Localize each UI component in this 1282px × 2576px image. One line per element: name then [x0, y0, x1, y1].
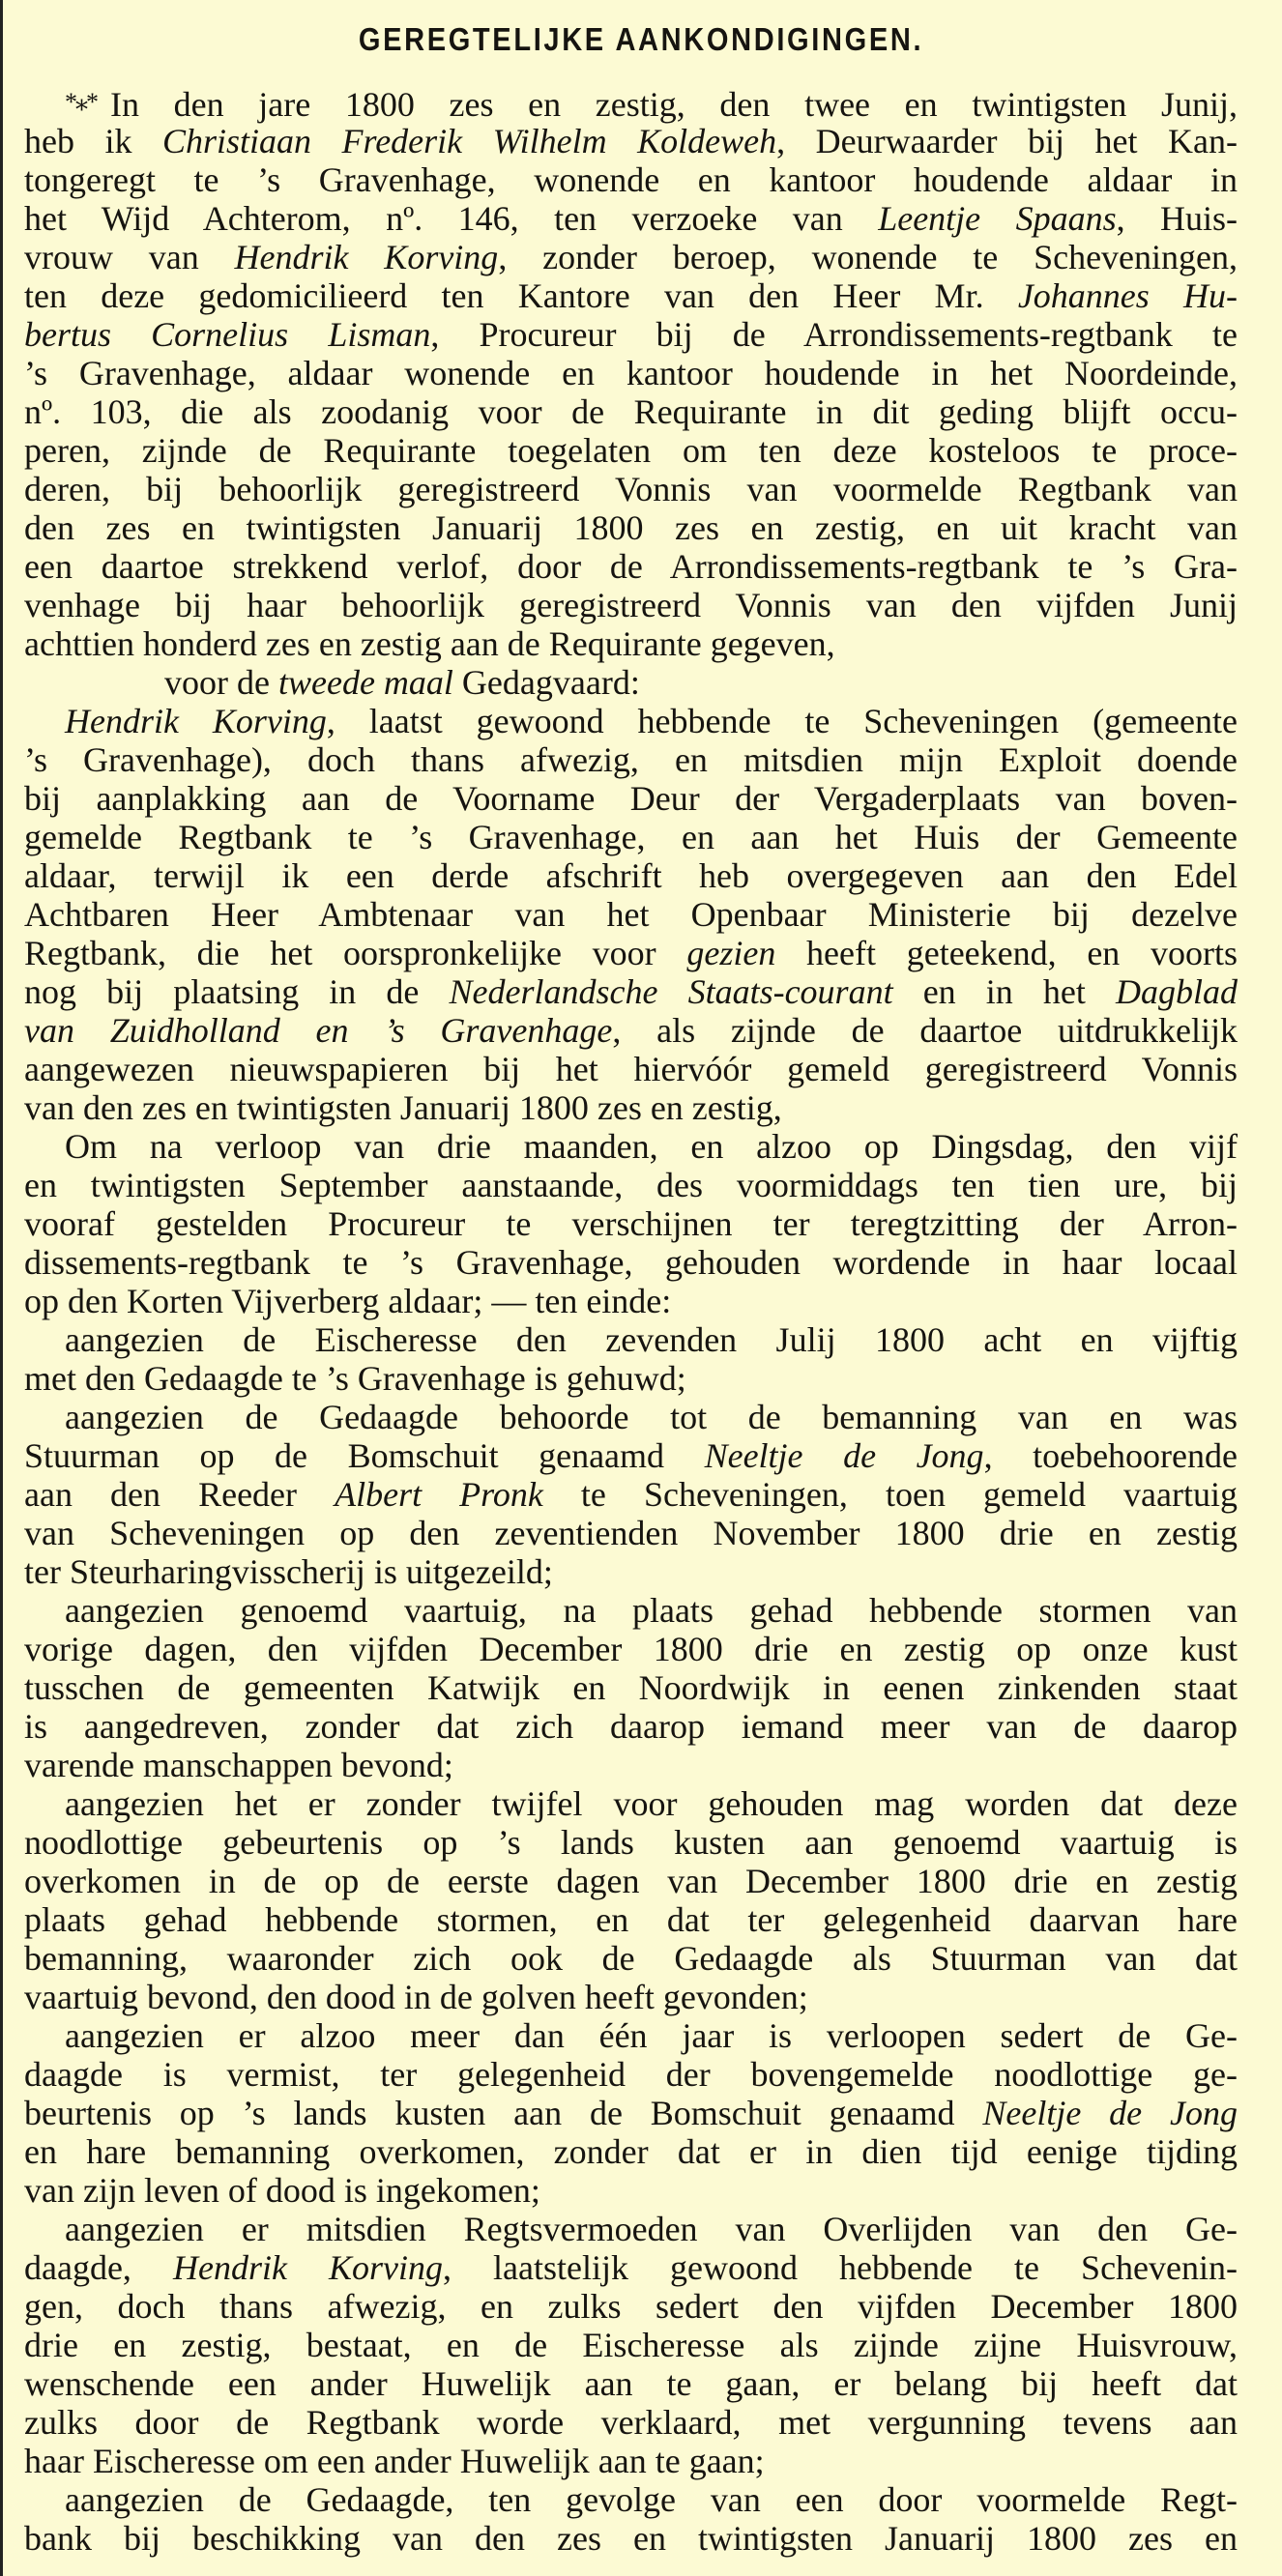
text-run: haar Eischeresse om een ander Huwelijk aan te gaan; [24, 2442, 765, 2480]
text-run: daagde is vermist, ter gelegenheid der bovengemelde noodlottige ge- [24, 2055, 1238, 2094]
text-run: heb ik [24, 122, 162, 160]
text-line [24, 2055, 1238, 2094]
text-run: en in het [892, 972, 1116, 1011]
text-line [24, 1668, 1238, 1707]
italic-name: gezien [686, 934, 776, 972]
section-heading: GEREGTELIJKE AANKONDIGINGEN. [358, 21, 924, 57]
text-run: te Scheveningen, toen gemeld vaartuig [542, 1475, 1238, 1514]
text-line [24, 1243, 1238, 1282]
paragraph [24, 702, 1238, 1127]
text-run: gen, doch thans afwezig, en zulks sedert den vijfden December 1800 [24, 2287, 1238, 2326]
text-line [24, 2326, 1238, 2364]
text-run: drie en zestig, bestaat, en de Eischeresse als zijnde zijne Huisvrouw, [24, 2326, 1238, 2364]
text-run: overkomen in de op de eerste dagen van December 1800 drie en zestig [24, 1862, 1238, 1900]
text-line [24, 2171, 1238, 2210]
text-line [24, 779, 1238, 818]
text-line [24, 199, 1238, 238]
text-run: tusschen de gemeenten Katwijk en Noordwijk in eenen zinkenden staat [24, 1668, 1238, 1707]
text-run: met den Gedaagde te ’s Gravenhage is gehuwd; [24, 1359, 686, 1398]
text-line [24, 702, 1238, 740]
paragraph [24, 1398, 1238, 1591]
text-line [24, 1088, 1238, 1127]
italic-name: tweede maal [277, 663, 453, 702]
text-run: varende manschappen bevond; [24, 1746, 453, 1784]
text-line [24, 2442, 1238, 2480]
text-line [24, 1127, 1238, 1166]
text-run: bank bij beschikking van den zes en twintigsten Januarij 1800 zes en [24, 2519, 1238, 2558]
text-run: Regtbank, die het oorspronkelijke voor [24, 934, 687, 972]
text-run: , laatst gewoond hebbende te Scheveningen (gemeente [326, 702, 1238, 740]
text-run: nº. 103, die als zoodanig voor de Requirante in dit geding blijft occu- [24, 392, 1238, 431]
paragraph [24, 2210, 1238, 2480]
paragraph [24, 663, 1238, 702]
italic-name: Hendrik Korving [172, 2248, 443, 2287]
text-line [24, 895, 1238, 934]
text-run: ’s Gravenhage), doch thans afwezig, en mitsdien mijn Exploit doende [24, 740, 1238, 779]
text-run: daagde, [24, 2248, 173, 2287]
text-line [24, 1746, 1238, 1784]
text-run: , Deurwaarder bij het Kan- [776, 122, 1238, 160]
paragraph [24, 83, 1238, 663]
text-run: aangezien er alzoo meer dan één jaar is verloopen sedert de Ge- [65, 2016, 1238, 2055]
text-run: bemanning, waaronder zich ook de Gedaagde als Stuurman van dat [24, 1939, 1238, 1978]
text-run: aangezien genoemd vaartuig, na plaats gehad hebbende stormen van [65, 1591, 1238, 1630]
text-run: van zijn leven of dood is ingekomen; [24, 2171, 540, 2210]
text-line [24, 2094, 1238, 2132]
text-line [24, 2403, 1238, 2442]
text-run: bij aanplakking aan de Voorname Deur der Vergaderplaats van boven- [24, 779, 1238, 818]
text-run: ’s Gravenhage, aldaar wonende en kantoor houdende in het Noordeinde, [24, 354, 1238, 392]
text-line [24, 392, 1238, 431]
italic-name: Neeltje de Jong [704, 1436, 984, 1475]
text-run: , zonder beroep, wonende te Scheveningen, [498, 238, 1238, 276]
text-run: op den Korten Vijverberg aldaar; — ten einde: [24, 1282, 672, 1320]
text-run: vaartuig bevond, den dood in de golven heeft gevonden; [24, 1978, 808, 2016]
text-run: , toebehoorende [983, 1436, 1238, 1475]
text-run: , Procureur bij de Arrondissements-regtbank te [430, 315, 1238, 354]
text-line [24, 2480, 1238, 2519]
text-run: , als zijnde de daartoe uitdrukkelijk [612, 1011, 1238, 1050]
text-line [24, 1552, 1238, 1591]
italic-name: Albert Pronk [335, 1475, 543, 1514]
text-run: ten deze gedomicilieerd ten Kantore van den Heer Mr. [24, 276, 1018, 315]
text-run: van den zes en twintigsten Januarij 1800 zes en zestig, [24, 1088, 782, 1127]
text-line [24, 818, 1238, 856]
text-line [24, 1591, 1238, 1630]
text-line [24, 1011, 1238, 1050]
text-run: dissements-regtbank te ’s Gravenhage, gehouden wordende in haar locaal [24, 1243, 1238, 1282]
text-line [24, 856, 1238, 895]
text-line [24, 586, 1238, 624]
text-run: aangezien het er zonder twijfel voor gehouden mag worden dat deze [65, 1784, 1238, 1823]
text-run: Achtbaren Heer Ambtenaar van het Openbaar Ministerie bij dezelve [24, 895, 1238, 934]
text-line [24, 160, 1238, 199]
text-line [24, 431, 1238, 470]
announcement-body [24, 83, 1238, 2558]
text-line [24, 2132, 1238, 2171]
paragraph [24, 2016, 1238, 2210]
column-rule [0, 0, 3, 2576]
text-line [24, 1166, 1238, 1204]
text-run: wenschende een ander Huwelijk aan te gaan, er belang bij heeft dat [24, 2364, 1238, 2403]
text-line [24, 1939, 1238, 1978]
text-run: een daartoe strekkend verlof, door de Arrondissements-regtbank te ’s Gra- [24, 547, 1238, 586]
text-line [24, 315, 1238, 354]
paragraph [24, 1127, 1238, 1320]
text-line [24, 1862, 1238, 1900]
text-line [24, 1398, 1238, 1436]
text-run: Om na verloop van drie maanden, en alzoo op Dingsdag, den vijf [65, 1127, 1238, 1166]
text-run: gemelde Regtbank te ’s Gravenhage, en aan het Huis der Gemeente [24, 818, 1238, 856]
text-line [24, 1900, 1238, 1939]
paragraph [24, 1784, 1238, 2016]
text-line [24, 276, 1238, 315]
text-run: voor de [164, 663, 278, 702]
text-run: en twintigsten September aanstaande, des voormiddags ten tien ure, bij [24, 1166, 1238, 1204]
text-run: vorige dagen, den vijfden December 1800 drie en zestig op onze kust [24, 1630, 1238, 1668]
text-run: , Huis- [1116, 199, 1238, 238]
paragraph [24, 2480, 1238, 2558]
text-run: venhage bij haar behoorlijk geregistreerd Vonnis van den vijfden Junij [24, 586, 1238, 624]
paragraph [24, 1591, 1238, 1784]
text-run: deren, bij behoorlijk geregistreerd Vonnis van voormelde Regtbank van [24, 470, 1238, 508]
text-run: peren, zijnde de Requirante toegelaten om ten deze kosteloos te proce- [24, 431, 1238, 470]
text-line [24, 2364, 1238, 2403]
text-run: aangewezen nieuwspapieren bij het hiervóór gemeld geregistreerd Vonnis [24, 1050, 1238, 1088]
text-run: tongeregt te ’s Gravenhage, wonende en kantoor houdende aldaar in [24, 160, 1238, 199]
text-line [24, 972, 1238, 1011]
text-run: aangezien de Eischeresse den zevenden Julij 1800 acht en vijftig [65, 1320, 1238, 1359]
text-line [24, 2210, 1238, 2248]
text-run: Stuurman op de Bomschuit genaamd [24, 1436, 705, 1475]
text-run: het Wijd Achterom, nº. 146, ten verzoeke van [24, 199, 879, 238]
text-line [24, 1282, 1238, 1320]
text-line [24, 663, 1238, 702]
text-line [24, 83, 1238, 122]
text-run: is aangedreven, zonder dat zich daarop iemand meer van de daarop [24, 1707, 1238, 1746]
text-line [24, 1823, 1238, 1862]
italic-name: bertus Cornelius Lisman [24, 315, 431, 354]
italic-name: Leentje Spaans [878, 199, 1117, 238]
text-line [24, 1784, 1238, 1823]
text-line [24, 1707, 1238, 1746]
text-line [24, 238, 1238, 276]
text-run: In den jare 1800 zes en zestig, den twee en twintigsten Junij, [110, 85, 1238, 124]
text-run: en hare bemanning overkomen, zonder dat er in dien tijd eenige tijding [24, 2132, 1238, 2171]
text-run: nog bij plaatsing in de [24, 972, 450, 1011]
text-line [24, 1204, 1238, 1243]
text-run: achttien honderd zes en zestig aan de Requirante gegeven, [24, 624, 835, 663]
text-run: heeft geteekend, en voorts [775, 934, 1238, 972]
text-line [24, 934, 1238, 972]
text-run: ter Steurharingvisscherij is uitgezeild; [24, 1552, 553, 1591]
italic-name: Johannes Hu- [1017, 276, 1238, 315]
text-line [24, 508, 1238, 547]
text-run: aangezien er mitsdien Regtsvermoeden van Overlijden van den Ge- [65, 2210, 1238, 2248]
text-line [24, 2287, 1238, 2326]
text-run: aangezien de Gedaagde behoorde tot de bemanning van en was [65, 1398, 1238, 1436]
italic-name: Christiaan Frederik Wilhelm Koldeweh [162, 122, 777, 160]
text-line [24, 470, 1238, 508]
text-line [24, 1978, 1238, 2016]
text-run: aangezien de Gedaagde, ten gevolge van een door voormelde Regt- [65, 2480, 1238, 2519]
text-line [24, 122, 1238, 160]
text-line [24, 1514, 1238, 1552]
text-run: zulks door de Regtbank worde verklaard, met vergunning tevens aan [24, 2403, 1238, 2442]
italic-name: Hendrik Korving [65, 702, 327, 740]
text-run: aldaar, terwijl ik een derde afschrift heb overgegeven aan den Edel [24, 856, 1238, 895]
text-line [24, 1320, 1238, 1359]
text-line [24, 1475, 1238, 1514]
text-line [24, 1630, 1238, 1668]
text-run: plaats gehad hebbende stormen, en dat ter gelegenheid daarvan hare [24, 1900, 1238, 1939]
text-line [24, 1436, 1238, 1475]
text-line [24, 2016, 1238, 2055]
text-line [24, 1050, 1238, 1088]
text-run: den zes en twintigsten Januarij 1800 zes en zestig, en uit kracht van [24, 508, 1238, 547]
italic-name: Dagblad [1115, 972, 1238, 1011]
text-line [24, 547, 1238, 586]
text-line [24, 740, 1238, 779]
text-run: Gedagvaard: [452, 663, 640, 702]
text-line [24, 354, 1238, 392]
text-line [24, 624, 1238, 663]
italic-name: Nederlandsche Staats-courant [449, 972, 893, 1011]
italic-name: Hendrik Korving [234, 238, 499, 276]
text-run: , laatstelijk gewoond hebbende te Schevenin- [443, 2248, 1238, 2287]
text-run: noodlottige gebeurtenis op ’s lands kusten aan genoemd vaartuig is [24, 1823, 1238, 1862]
italic-name: Neeltje de Jong [982, 2094, 1238, 2132]
text-line [24, 2248, 1238, 2287]
text-run: van Scheveningen op den zeventienden November 1800 drie en zestig [24, 1514, 1238, 1552]
text-line [24, 2519, 1238, 2558]
text-run: vrouw van [24, 238, 235, 276]
asterism-icon: *⁎* [65, 88, 97, 116]
italic-name: van Zuidholland en ’s Gravenhage [24, 1011, 613, 1050]
paragraph [24, 1320, 1238, 1398]
text-run: vooraf gestelden Procureur te verschijnen ter teregtzitting der Arron- [24, 1204, 1238, 1243]
text-run: beurtenis op ’s lands kusten aan de Bomschuit genaamd [24, 2094, 983, 2132]
text-line [24, 1359, 1238, 1398]
text-run: aan den Reeder [24, 1475, 335, 1514]
